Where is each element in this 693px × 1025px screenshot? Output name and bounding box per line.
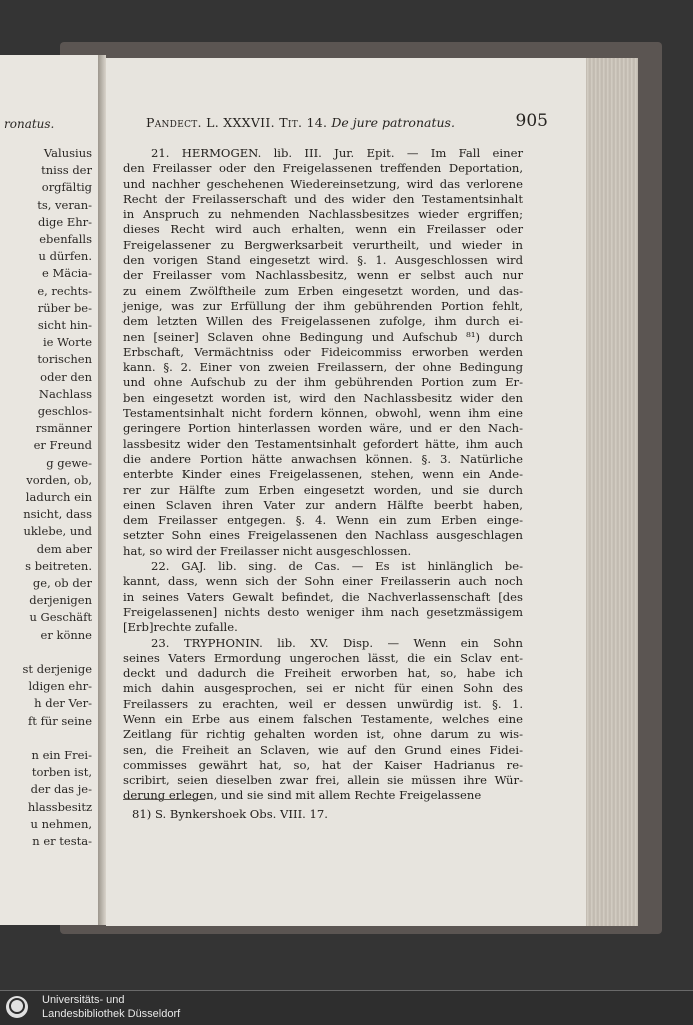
text-line: derung erlegen, und sie sind mit allem Rechte Freigelassene — [123, 788, 482, 803]
text-line: geringere Portion hinterlassen worden wäre, und er den Nach- — [123, 421, 523, 436]
left-page-line: der das je- — [30, 782, 92, 797]
left-page-line: e Mäcia- — [42, 266, 92, 281]
text-line: [Erb]rechte zufalle. — [123, 620, 238, 635]
text-line: kannt, dass, wenn sich der Sohn einer Freilasserin auch noch — [123, 574, 523, 589]
right-page — [106, 58, 586, 926]
running-head-italic: De jure patronatus. — [331, 115, 455, 130]
text-line: einen Sclaven ihren Vater zur andern Hälfte beerbt haben, — [123, 497, 523, 512]
text-line: dem letzten Willen des Freigelassenen zufolge, ihm durch ei- — [123, 314, 523, 329]
text-line: 22. GAJ. lib. sing. de Cas. — Es ist hinlänglich be- — [151, 559, 523, 574]
left-page-line: torischen — [37, 352, 92, 367]
text-line: den Freilasser oder den Freigelassenen treffenden Deportation, — [123, 161, 523, 176]
left-page-line: geschlos- — [37, 404, 92, 418]
text-line: jenige, was zur Erfüllung der ihm gebührenden Portion fehlt, — [123, 298, 523, 313]
left-page-line: ldigen ehr- — [28, 679, 92, 694]
left-page-line: dige Ehr- — [37, 214, 92, 229]
text-line: Zeitlang für richtig gehalten worden ist, ohne darum zu wis- — [123, 727, 523, 742]
left-page-line: derjenigen — [29, 593, 92, 608]
running-head — [146, 111, 548, 131]
running-head-text: Pandect. L. XXXVII. Tit. 14. — [146, 115, 328, 130]
text-line: Freilassers zu erachten, weil er dessen unwürdig ist. §. 1. — [123, 696, 523, 711]
left-page-line: ft für seine — [28, 713, 92, 728]
left-page-line: ts, veran- — [37, 197, 92, 212]
left-page-line: u dürfen. — [38, 249, 92, 264]
library-name-line2: Landesbibliothek Düsseldorf — [42, 1008, 181, 1020]
text-line: in Anspruch zu nehmenden Nachlassbesitzes wieder ergriffen; — [123, 207, 523, 222]
text-line: kann. §. 2. Einer von zweien Freilassern, der ohne Bedingung — [123, 360, 523, 375]
text-line: Testamentsinhalt nicht fordern können, obwohl, wenn ihm eine — [123, 406, 523, 421]
body-text — [123, 146, 523, 804]
page-edges — [580, 58, 638, 926]
text-line: der Freilasser vom Nachlassbesitz, wenn er selbst auch nur — [123, 268, 523, 283]
left-page-line: s beitreten. — [25, 558, 92, 573]
left-page-line: uklebe, und — [23, 524, 92, 539]
left-page-line: h der Ver- — [34, 696, 92, 711]
text-line: dem Freilasser entgegen. §. 4. Wenn ein zum Erben einge- — [123, 513, 523, 528]
library-logo-icon — [6, 996, 28, 1018]
left-page-line: tniss der — [41, 163, 92, 178]
page-number: 905 — [515, 111, 548, 131]
text-line: in seines Vaters Gewalt befindet, die Nachverlassenschaft [des — [123, 589, 523, 604]
book-gutter — [98, 55, 106, 925]
left-page-line: g gewe- — [46, 455, 92, 470]
text-line: seines Vaters Ermordung ungerochen lässt, die ein Sclav ent- — [123, 650, 523, 665]
left-page-line: Valusius — [43, 146, 92, 160]
left-page-line: vorden, ob, — [26, 472, 92, 487]
text-line: und nachher geschehenen Wiedereinsetzung, wird das verlorene — [123, 176, 523, 191]
text-line: hat, so wird der Freilasser nicht ausgeschlossen. — [123, 543, 412, 558]
left-page-line: ie Worte — [42, 335, 92, 350]
left-page — [0, 55, 100, 925]
text-line: Erbschaft, Vermächtniss oder Fideicommiss erworben werden — [123, 344, 523, 359]
left-running-title: ronatus. — [4, 117, 55, 131]
left-page-line: er könne — [40, 627, 92, 642]
left-page-line: dem aber — [36, 541, 92, 556]
text-line: ben eingesetzt worden ist, wird den Nachlassbesitz wider den — [123, 390, 523, 405]
left-page-line: rsmänner — [35, 421, 92, 436]
text-line: setzter Sohn eines Freigelassenen den Nachlass ausgeschlagen — [123, 528, 523, 543]
left-page-line: Nachlass — [38, 386, 92, 401]
footnote: 81) S. Bynkershoek Obs. VIII. 17. — [132, 807, 328, 821]
left-page-line: orgfältig — [41, 180, 92, 195]
text-line: 21. HERMOGEN. lib. III. Jur. Epit. — Im Fall einer — [151, 146, 523, 160]
left-page-line: oder den — [40, 369, 92, 384]
left-page-line: u nehmen, — [30, 816, 92, 831]
left-page-line: ebenfalls — [39, 232, 92, 246]
text-line: Freigelassener zu Bergwerksarbeit verurtheilt, und wieder in — [123, 237, 523, 252]
text-line: die andere Portion hätte anwachsen können. §. 3. Natürliche — [123, 451, 523, 466]
library-footer — [0, 990, 693, 1025]
left-page-line: ladurch ein — [25, 490, 92, 504]
left-page-line: nsicht, dass — [23, 507, 92, 522]
left-page-line: n er testa- — [32, 834, 92, 848]
text-line: lassbesitz wider den Testamentsinhalt gefordert hätte, ihm auch — [123, 436, 523, 451]
left-page-line: u Geschäft — [29, 610, 92, 625]
text-line: 23. TRYPHONIN. lib. XV. Disp. — Wenn ein Sohn — [151, 635, 523, 650]
text-line: enterbte Kinder eines Freigelassenen, stehen, wenn ein Ande- — [123, 467, 523, 482]
text-line: deckt und dadurch die Freiheit erworben hat, so, habe ich — [123, 666, 523, 681]
text-line: commisses gewährt hat, so, hat der Kaiser Hadrianus re- — [123, 757, 523, 772]
left-page-line: er Freund — [33, 438, 92, 453]
text-line: und ohne Aufschub zu der ihm gebührenden Portion zum Er- — [123, 375, 523, 390]
left-page-line: sicht hin- — [37, 318, 92, 332]
text-line: Wenn ein Erbe aus einem falschen Testamente, welches eine — [123, 711, 523, 726]
text-line: nen [seiner] Sclaven ohne Bedingung und Aufschub ⁸¹) durch — [123, 329, 523, 344]
text-line: dieses Recht wird auch erhalten, wenn ein Freilasser oder — [123, 222, 523, 237]
left-page-line: n ein Frei- — [31, 748, 92, 762]
left-page-line: st derjenige — [22, 662, 92, 676]
text-line: den vorigen Stand eingesetzt wird. §. 1. Ausgeschlossen wird — [123, 253, 523, 268]
left-page-line: rüber be- — [37, 300, 92, 315]
text-line: zu einem Zwölftheile zum Erben eingesetzt worden, und das- — [123, 283, 523, 298]
left-page-line: e, rechts- — [37, 283, 92, 298]
text-line: Recht der Freilasserschaft und des wider den Testamentsinhalt — [123, 191, 523, 206]
text-line: Freigelassenen] nichts desto weniger ihm nach gesetzmässigem — [123, 604, 523, 619]
text-line: rer zur Hälfte zum Erben eingesetzt worden, und sie durch — [123, 482, 523, 497]
text-line: scribirt, seien dieselben zwar frei, allein sie müssen ihre Wür- — [123, 773, 523, 788]
left-page-line: ge, ob der — [32, 576, 92, 590]
text-line: mich dahin ausgesprochen, sei er nicht für einen Sohn des — [123, 681, 523, 696]
left-page-line: hlassbesitz — [27, 799, 92, 814]
left-page-line: torben ist, — [31, 765, 92, 780]
footnote-rule — [123, 799, 205, 800]
text-line: sen, die Freiheit an Sclaven, wie auf den Grund eines Fidei- — [123, 742, 523, 757]
library-name-line1: Universitäts- und — [42, 994, 125, 1006]
